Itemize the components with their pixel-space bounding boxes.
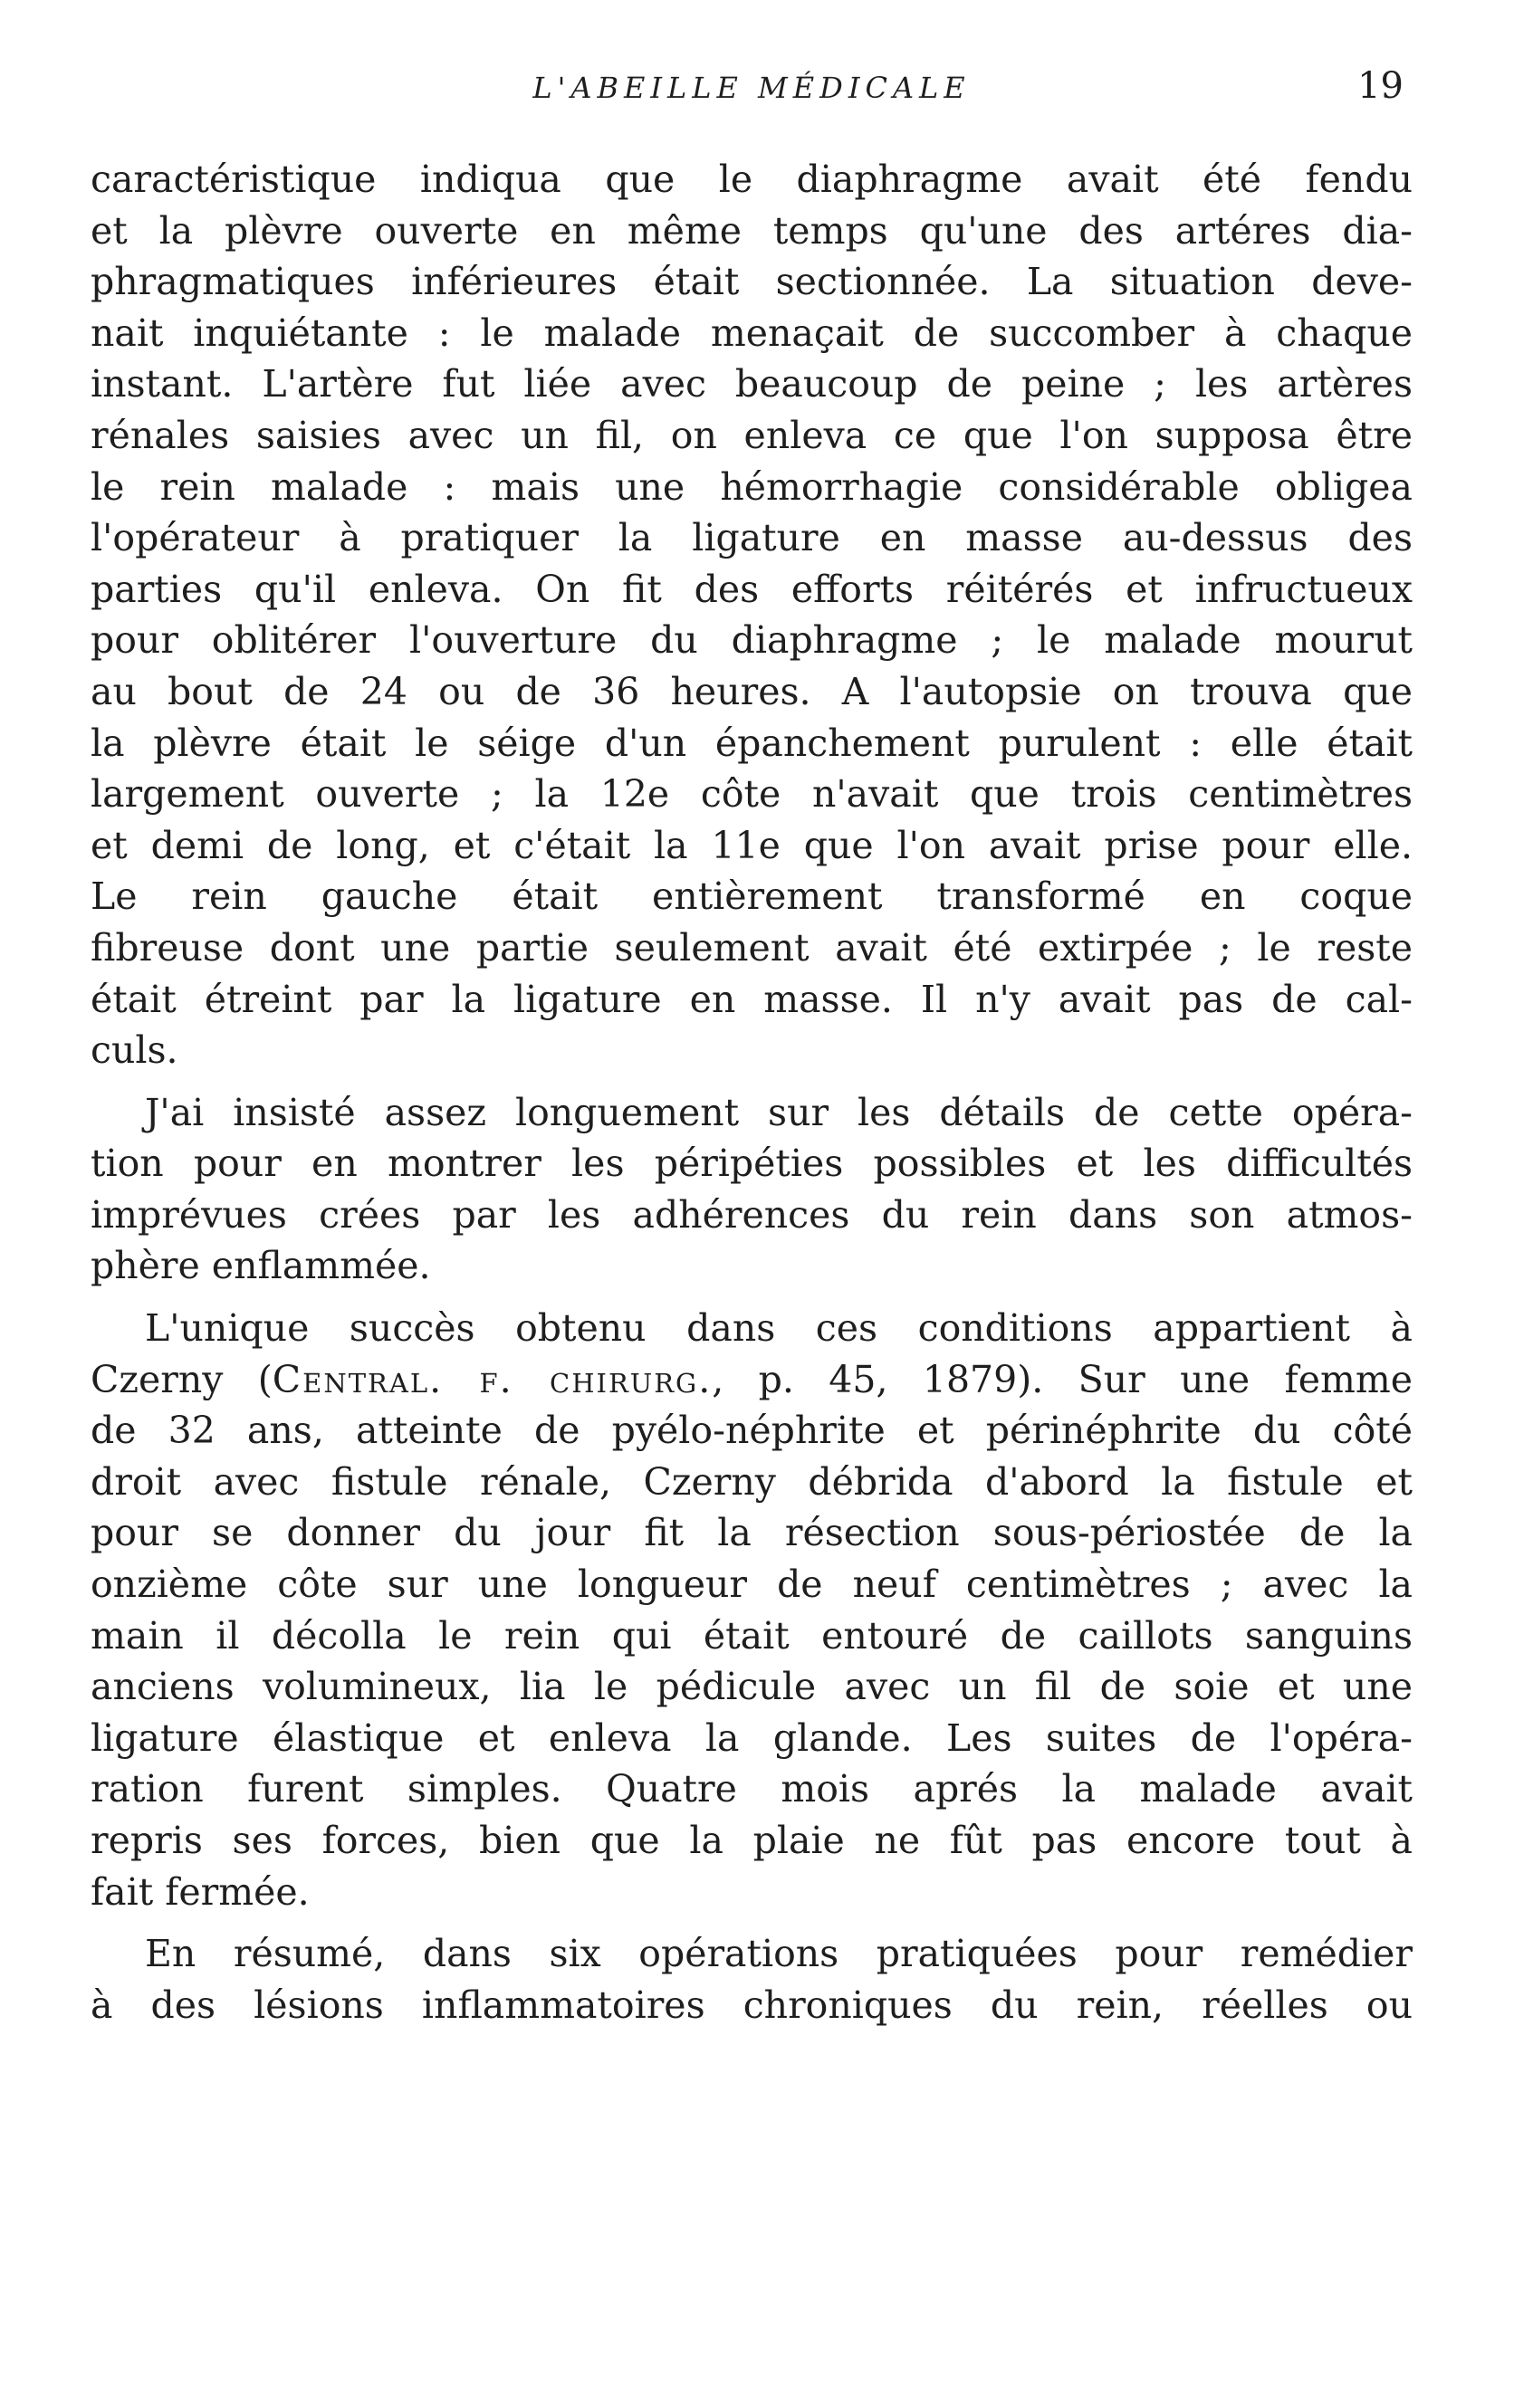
- text-line: En résumé, dans six opérations pratiquées pour remédier: [145, 1932, 1413, 1976]
- text-line: Le rein gauche était entièrement transformé en coque: [91, 874, 1413, 919]
- citation-tail: , p. 45, 1879). Sur une femme: [712, 1357, 1413, 1401]
- text-line: rénales saisies avec un fil, on enleva ce que l'on supposa être: [91, 413, 1413, 457]
- text-line: au bout de 24 ou de 36 heures. A l'autopsie on trouva que: [91, 669, 1413, 713]
- journal-title: Central. f. chirurg.: [272, 1357, 713, 1401]
- running-title: L'ABEILLE MÉDICALE: [532, 71, 971, 105]
- text-line: instant. L'artère fut liée avec beaucoup de peine ; les artères: [91, 362, 1413, 406]
- text-line: la plèvre était le séige d'un épanchement purulent : elle était: [91, 721, 1413, 765]
- text-line: largement ouverte ; la 12e côte n'avait que trois centimètres: [91, 772, 1413, 817]
- text-line: culs.: [91, 1028, 178, 1073]
- text-line: repris ses forces, bien que la plaie ne fût pas encore tout à: [91, 1819, 1413, 1862]
- citation-lead: Czerny (: [91, 1357, 273, 1401]
- citation-line: [91, 1354, 1413, 1406]
- text-line: et la plèvre ouverte en même temps qu'une des artéres dia-: [91, 208, 1413, 253]
- text-line: fait fermée.: [91, 1869, 310, 1914]
- text-line: à des lésions inflammatoires chroniques du rein, réelles ou: [91, 1983, 1413, 2027]
- text-line: pour oblitérer l'ouverture du diaphragme ; le malade mourut: [91, 618, 1413, 663]
- text-line: caractéristique indiqua que le diaphragme avait été fendu: [91, 158, 1413, 201]
- text-line: L'unique succès obtenu dans ces conditions appartient à: [145, 1306, 1413, 1351]
- text-line: de 32 ans, atteinte de pyélo-néphrite et périnéphrite du côté: [91, 1409, 1413, 1453]
- running-head: [91, 54, 1413, 154]
- text-line: parties qu'il enleva. On fit des efforts réitérés et infructueux: [91, 567, 1413, 611]
- text-line: l'opérateur à pratiquer la ligature en masse au-dessus des: [91, 516, 1413, 560]
- text-line: ration furent simples. Quatre mois aprés la malade avait: [91, 1767, 1413, 1811]
- body-text: [91, 154, 1413, 2031]
- text-line: et demi de long, et c'était la 11e que l'on avait prise pour elle.: [91, 823, 1413, 867]
- text-line: phère enflammée.: [91, 1244, 431, 1288]
- text-line: fibreuse dont une partie seulement avait été extirpée ; le reste: [91, 925, 1413, 970]
- text-line: main il décolla le rein qui était entouré de caillots sanguins: [91, 1613, 1413, 1658]
- text-line: J'ai insisté assez longuement sur les détails de cette opéra-: [145, 1090, 1413, 1134]
- text-line: imprévues crées par les adhérences du rein dans son atmos-: [91, 1192, 1413, 1237]
- text-line: nait inquiétante : le malade menaçait de succomber à chaque: [91, 311, 1413, 355]
- text-line: onzième côte sur une longueur de neuf centimètres ; avec la: [91, 1562, 1413, 1607]
- document-page: [91, 54, 1413, 2372]
- page-number: 19: [1357, 65, 1404, 107]
- text-line: droit avec fistule rénale, Czerny débrida d'abord la fistule et: [91, 1459, 1413, 1504]
- text-line: tion pour en montrer les péripéties possibles et les difficultés: [91, 1142, 1413, 1186]
- text-line: ligature élastique et enleva la glande. Les suites de l'opéra-: [91, 1715, 1413, 1760]
- text-line: anciens volumineux, lia le pédicule avec un fil de soie et une: [91, 1665, 1413, 1709]
- text-line: phragmatiques inférieures était sectionnée. La situation deve-: [91, 260, 1413, 304]
- text-line: le rein malade : mais une hémorrhagie considérable obligea: [91, 464, 1413, 509]
- text-line: pour se donner du jour fit la résection sous-périostée de la: [91, 1511, 1413, 1555]
- text-line: était étreint par la ligature en masse. Il n'y avait pas de cal-: [91, 977, 1413, 1021]
